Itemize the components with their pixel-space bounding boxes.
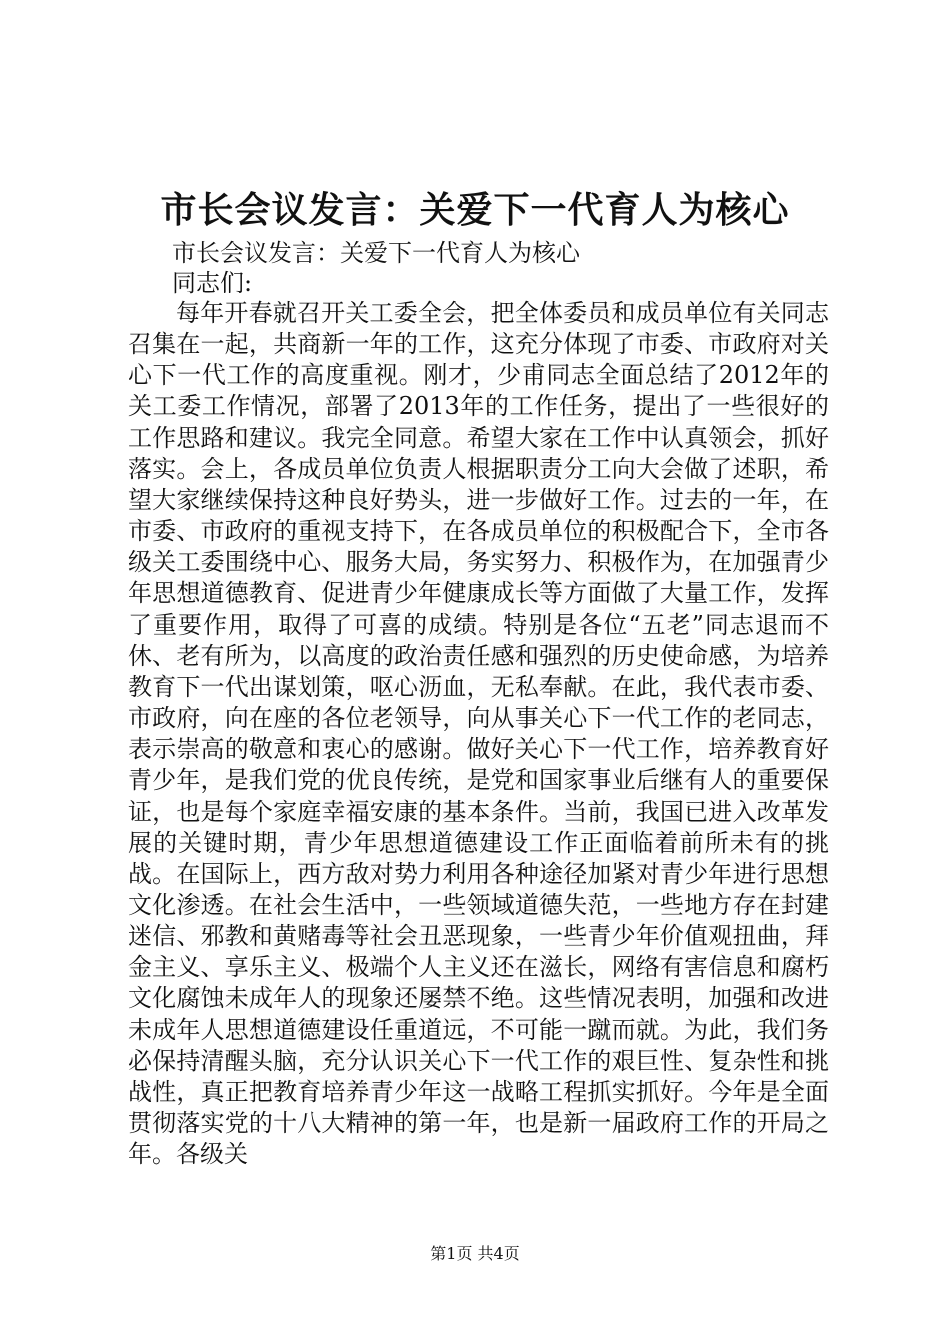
body-paragraph: 每年开春就召开关工委全会，把全体委员和成员单位有关同志召集在一起，共商新一年的工作，这充分体现了市委、市政府对关心下一代工作的高度重视。刚才，少甫同志全面总结了2012年的关工委工作情况，部署了2013年的工作任务，提出了一些很好的工作思路和建议。我完全同意。希望大家在工作中认真领会，抓好落实。会上，各成员单位负责人根据职责分工向大会做了述职，希望大家继续保持这种良好势头，进一步做好工作。过去的一年，在市委、市政府的重视支持下，在各成员单位的积极配合下，全市各级关工委围绕中心、服务大局，务实努力、积极作为，在加强青少年思想道德教育、促进青少年健康成长等方面做了大量工作，发挥了重要作用，取得了可喜的成绩。特别是各位“五老”同志退而不休、老有所为，以高度的政治责任感和强烈的历史使命感，为培养教育下一代出谋划策，呕心沥血，无私奉献。在此，我代表市委、市政府，向在座的各位老领导，向从事关心下一代工作的老同志，表示崇高的敬意和衷心的感谢。做好关心下一代工作，培养教育好青少年，是我们党的优良传统，是党和国家事业后继有人的重要保证，也是每个家庭幸福安康的基本条件。当前，我国已进入改革发展的关键时期，青少年思想道德建设工作正面临着前所未有的挑战。在国际上，西方敌对势力利用各种途径加紧对青少年进行思想文化渗透。在社会生活中，一些领域道德失范，一些地方存在封建迷信、邪教和黄赌毒等社会丑恶现象，一些青少年价值观扭曲，拜金主义、享乐主义、极端个人主义还在滋长，网络有害信息和腐朽文化腐蚀未成年人的现象还屡禁不绝。这些情况表明，加强和改进未成年人思想道德建设任重道远，不可能一蹴而就。为此，我们务必保持清醒头脑，充分认识关心下一代工作的艰巨性、复杂性和挑战性，真正把教育培养青少年这一战略工程抓实抓好。今年是全面贯彻落实党的十八大精神的第一年，也是新一届政府工作的开局之年。各级关 [128, 299, 829, 1169]
page-number-footer: 第1页 共4页 [430, 1244, 520, 1263]
document-subtitle: 市长会议发言：关爱下一代育人为核心 [172, 239, 580, 267]
salutation: 同志们: [172, 269, 253, 297]
document-title: 市长会议发言：关爱下一代育人为核心 [160, 189, 790, 231]
